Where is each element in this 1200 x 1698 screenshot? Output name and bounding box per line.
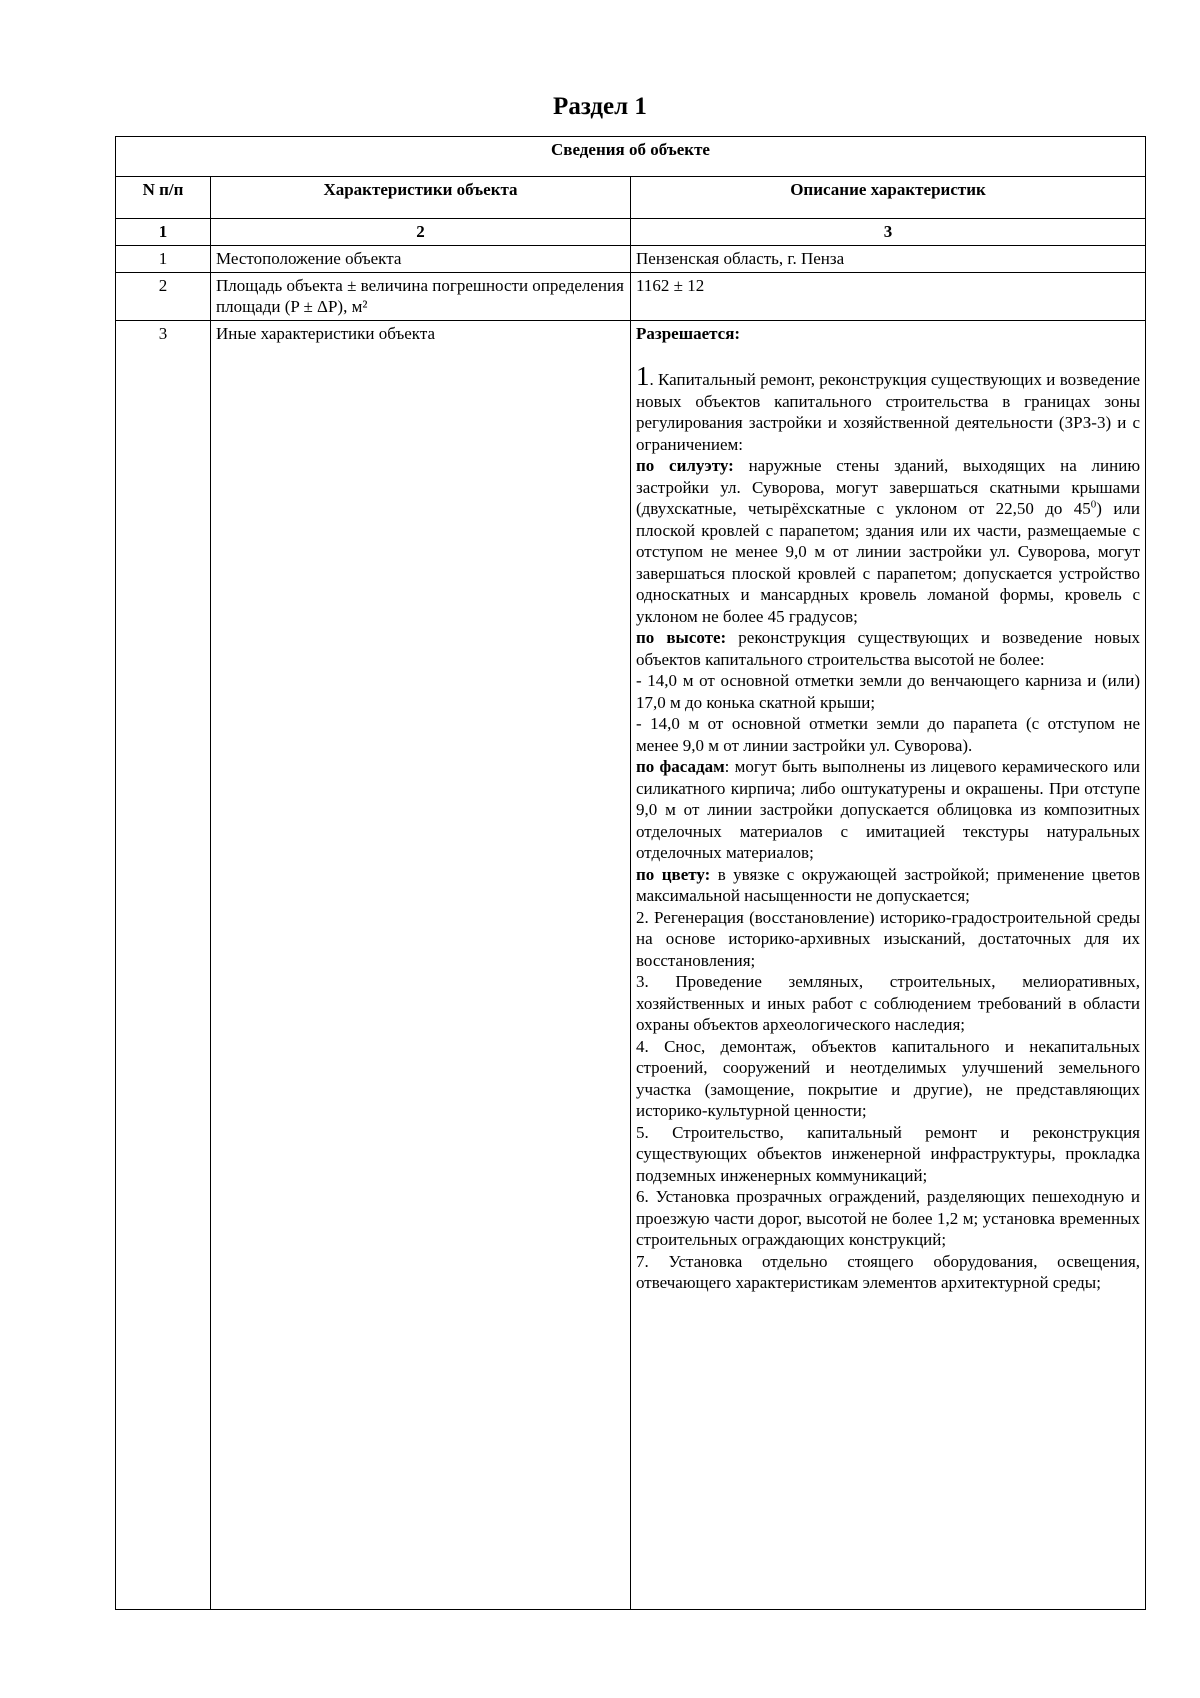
- column-number-row: [116, 219, 1146, 246]
- section-header-row: [116, 137, 1146, 177]
- silhouette-text-a: наружные стены зданий, выходящих на линию застройки ул. Суворова, могут завершаться скатными крышами (двухскатные, четырёхскатные с уклоном от 22,50 до 45: [636, 456, 1141, 518]
- allowed-heading: Разрешается:: [636, 323, 741, 343]
- item-5: 5. Строительство, капитальный ремонт и реконструкция существующих объектов инженерной инфраструктуры, прокладка подземных инженерных коммуникаций;: [636, 1122, 1141, 1185]
- item-3: 3. Проведение земляных, строительных, мелиоративных, хозяйственных и иных работ с соблюдением требований в области охраны объектов археологического наследия;: [636, 972, 1141, 1034]
- row-value: 1162 ± 12: [631, 272, 1146, 320]
- table-row: [116, 272, 1146, 320]
- item-1: [636, 361, 1141, 455]
- silhouette-label: по силуэту:: [636, 456, 734, 475]
- table-row: [116, 320, 1146, 1609]
- page-title: Раздел 1: [553, 93, 647, 120]
- facade-label: по фасадам: [636, 757, 725, 776]
- row-number: 2: [116, 272, 211, 320]
- table-row: [116, 246, 1146, 273]
- object-info-table: [115, 136, 1146, 1610]
- facade-paragraph: [636, 756, 1140, 864]
- facade-text: : могут быть выполнены из лицевого керамического или силикатного кирпича; либо оштукатурены и окрашены. При отступе 9,0 м от линии застройки допускается облицовка из композитных отделочных материалов с имитацией текстуры натуральных отделочных материалов;: [636, 757, 1141, 862]
- row-value: Пензенская область, г. Пенза: [631, 246, 1146, 273]
- item-6: 6. Установка прозрачных ограждений, разделяющих пешеходную и проезжую части дорог, высотой не более 1,2 м; установка временных строительных ограждающих конструкций;: [636, 1187, 1141, 1249]
- height-label: по высоте:: [636, 628, 727, 647]
- degree-superscript: 0: [1090, 498, 1097, 511]
- column-header-characteristic: Характеристики объекта: [211, 177, 631, 219]
- color-paragraph: [636, 864, 1140, 907]
- height-paragraph: [636, 627, 1140, 670]
- column-header-row: [116, 177, 1146, 219]
- item-1-text: . Капитальный ремонт, реконструкция существующих и возведение новых объектов капитального строительства в границах зоны регулирования застройки и хозяйственной деятельности (ЗРЗ-3) и с ограничением:: [636, 370, 1141, 454]
- column-header-description: Описание характеристик: [631, 177, 1146, 219]
- height-item-1: - 14,0 м от основной отметки земли до венчающего карниза и (или) 17,0 м до конька скатной крыши;: [636, 671, 1141, 712]
- color-text: в увязке с окружающей застройкой; применение цветов максимальной насыщенности не допускается;: [636, 864, 1141, 905]
- color-label: по цвету:: [636, 864, 711, 884]
- row-characteristic: Местоположение объекта: [211, 246, 631, 273]
- column-number: 3: [631, 219, 1146, 246]
- column-number: 1: [116, 219, 211, 246]
- item-4: 4. Снос, демонтаж, объектов капитального и некапитальных строений, сооружений и неотделимых улучшений земельного участка (замощение, покрытие и другие), не представляющих историко-культурной ценности;: [636, 1036, 1141, 1120]
- item-7: 7. Установка отдельно стоящего оборудования, освещения, отвечающего характеристикам элементов архитектурной среды;: [636, 1251, 1141, 1292]
- row-characteristic: Площадь объекта ± величина погрешности определения площади (P ± ΔP), м²: [211, 272, 631, 320]
- column-header-num: N п/п: [116, 177, 211, 219]
- section-header: Сведения об объекте: [116, 137, 1146, 177]
- other-characteristics-description: [631, 320, 1146, 1609]
- row-number: 3: [116, 320, 211, 1609]
- row-characteristic: Иные характеристики объекта: [211, 320, 631, 1609]
- height-text: реконструкция существующих и возведение новых объектов капитального строительства высотой не более:: [636, 628, 1140, 669]
- height-item-2: - 14,0 м от основной отметки земли до парапета (с отступом не менее 9,0 м от линии застройки ул. Суворова).: [636, 714, 1141, 755]
- row-number: 1: [116, 246, 211, 273]
- item-2: 2. Регенерация (восстановление) историко-градостроительной среды на основе историко-архивных изысканий, достаточных для их восстановления;: [636, 907, 1141, 970]
- silhouette-paragraph: [636, 455, 1140, 627]
- silhouette-text-b: ) или плоской кровлей с парапетом; здания или их части, размещаемые с отступом не менее 9,0 м от линии застройки ул. Суворова, могут завершаться плоской кровлей с парапетом; допускается устройство односкатных и мансардных кровель ломаной формы, кровель с уклоном не более 45 градусов;: [636, 499, 1141, 626]
- column-number: 2: [211, 219, 631, 246]
- item-1-number: 1: [636, 361, 650, 391]
